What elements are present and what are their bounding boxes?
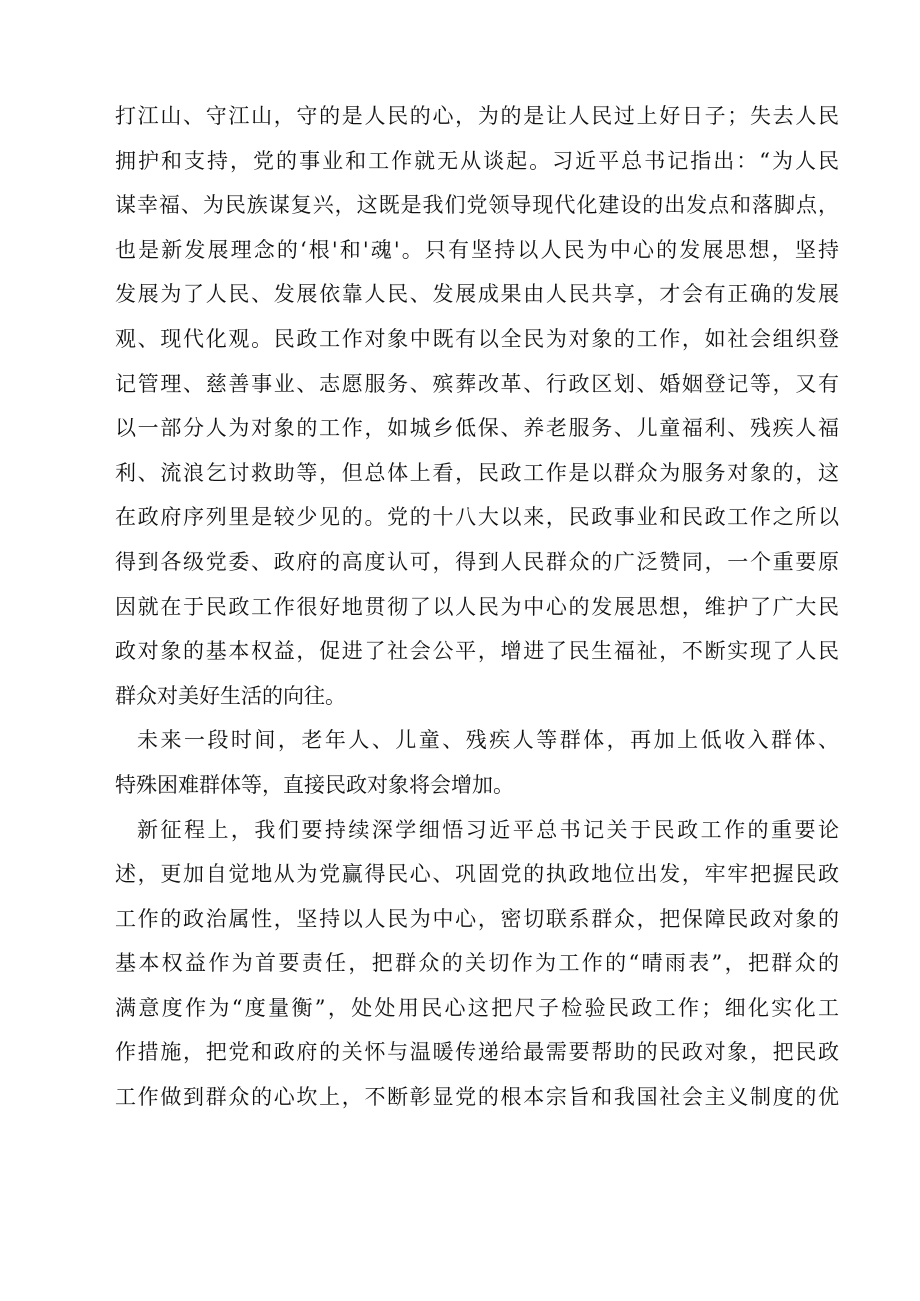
text-line: 述，更加自觉地从为党赢得民心、巩固党的执政地位出发，牢牢把握民政: [115, 862, 839, 887]
text-line: 基本权益作为首要责任，把群众的关切作为工作的“晴雨表”，把群众的: [115, 951, 839, 976]
paragraph-1: [115, 94, 839, 718]
text-line: 工作的政治属性，坚持以人民为中心，密切联系群众，把保障民政对象的: [115, 906, 839, 931]
text-line: 记管理、慈善事业、志愿服务、殡葬改革、行政区划、婚姻登记等，又有: [115, 371, 839, 396]
text-line: 打江山、守江山，守的是人民的心，为的是让人民过上好日子；失去人民: [115, 104, 839, 128]
text-line: 作措施，把党和政府的关怀与温暖传递给最需要帮助的民政对象，把民政: [115, 1040, 839, 1065]
text-line: 在政府序列里是较少见的。党的十八大以来，民政事业和民政工作之所以: [115, 505, 839, 530]
text-line: 观、现代化观。民政工作对象中既有以全民为对象的工作，如社会组织登: [115, 326, 839, 351]
paragraph-2: [115, 718, 839, 807]
text-line: 因就在于民政工作很好地贯彻了以人民为中心的发展思想，维护了广大民: [115, 594, 839, 619]
text-line: 政对象的基本权益，促进了社会公平，增进了民生福祉，不断实现了人民: [115, 639, 839, 664]
text-line: 利、流浪乞讨救助等，但总体上看，民政工作是以群众为服务对象的，这: [115, 460, 839, 485]
text-line: 满意度作为“度量衡”，处处用民心这把尺子检验民政工作；细化实化工: [115, 995, 839, 1020]
text-line: 发展为了人民、发展依靠人民、发展成果由人民共享，才会有正确的发展: [115, 282, 839, 307]
text-line: 拥护和支持，党的事业和工作就无从谈起。习近平总书记指出：“为人民: [115, 148, 839, 173]
text-line: 得到各级党委、政府的高度认可，得到人民群众的广泛赞同，一个重要原: [115, 549, 839, 574]
text-line: 特殊困难群体等，直接民政对象将会增加。: [115, 772, 514, 797]
paragraph-3: [115, 808, 839, 1120]
text-line: 也是新发展理念的‘根'和'魂'。只有坚持以人民为中心的发展思想，坚持: [115, 237, 839, 262]
text-line: 未来一段时间，老年人、儿童、残疾人等群体，再加上低收入群体、: [137, 728, 839, 753]
text-line: 谋幸福、为民族谋复兴，这既是我们党领导现代化建设的出发点和落脚点，: [115, 193, 839, 218]
text-line: 以一部分人为对象的工作，如城乡低保、养老服务、儿童福利、残疾人福: [115, 416, 839, 441]
document-body: [115, 94, 839, 1120]
text-line: 工作做到群众的心坎上，不断彰显党的根本宗旨和我国社会主义制度的优: [115, 1085, 839, 1110]
text-line: 群众对美好生活的向往。: [115, 683, 346, 708]
text-line: 新征程上，我们要持续深学细悟习近平总书记关于民政工作的重要论: [137, 817, 839, 842]
